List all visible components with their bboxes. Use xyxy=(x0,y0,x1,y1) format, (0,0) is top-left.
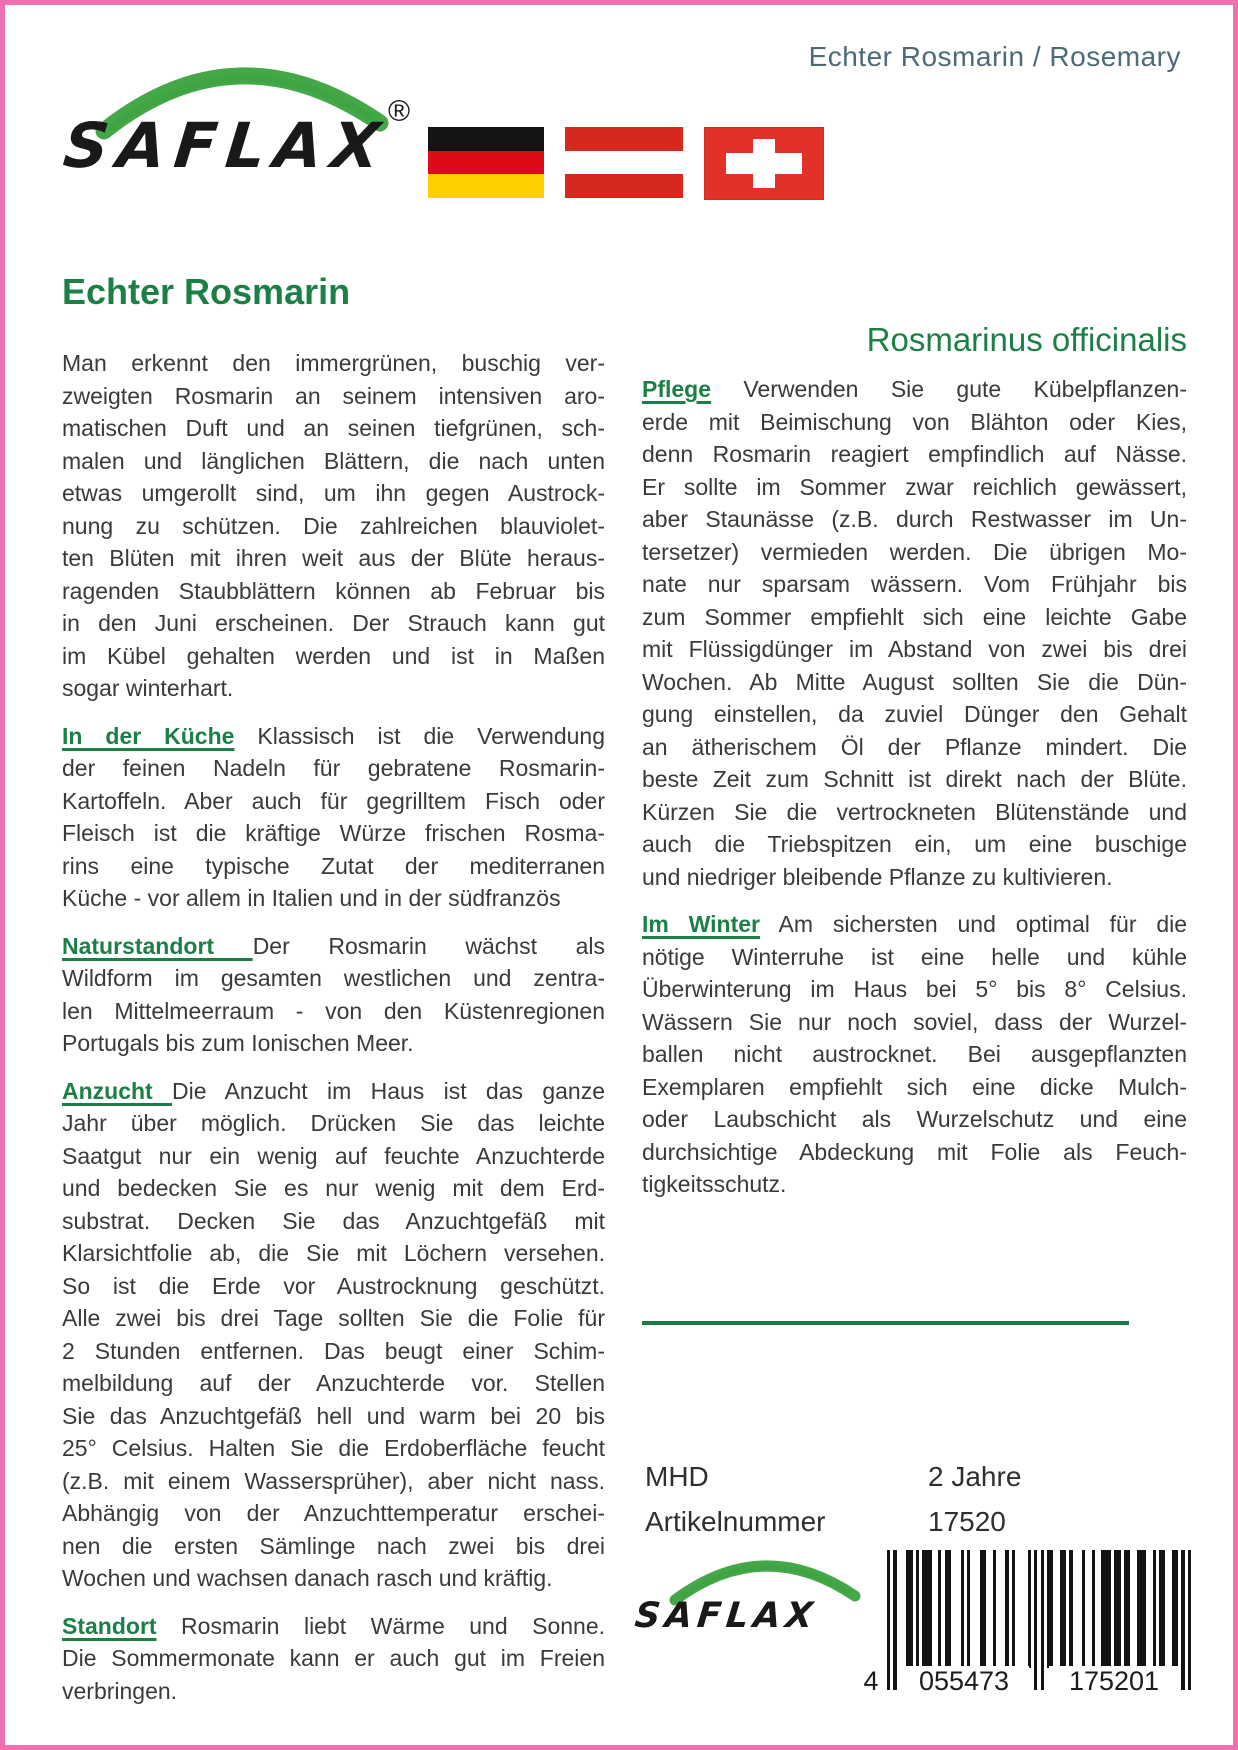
text-section xyxy=(62,1075,605,1595)
text-line: Wildform im gesamten westlichen und zentra- xyxy=(62,965,605,991)
text-line: Kürzen Sie die vertrockneten Blütenstände und xyxy=(642,798,1187,825)
text-line: len Mittelmeerraum - von den Küstenregionen xyxy=(62,997,605,1024)
barcode-bar xyxy=(961,1550,964,1668)
barcode-digit-group: 4 xyxy=(859,1666,883,1697)
text-line: Überwinterung im Haus bei 5° bis 8° Celsius. xyxy=(642,976,1187,1002)
text-line: in den Juni erscheinen. Der Strauch kann gut xyxy=(62,610,605,636)
text-section xyxy=(62,1610,605,1708)
barcode-bar xyxy=(1092,1550,1095,1668)
barcode-bar xyxy=(1041,1550,1044,1690)
text-line: Wochen und wachsen danach rasch und kräftig. xyxy=(62,1565,553,1591)
text-line: erde mit Beimischung von Blähton oder Kies, xyxy=(642,408,1187,435)
product-info xyxy=(645,1461,1190,1551)
brand-wordmark: SAFLAX xyxy=(632,1596,820,1636)
barcode-bar xyxy=(909,1550,912,1668)
barcode-digit-group: 055473 xyxy=(899,1666,1029,1697)
barcode-bar xyxy=(929,1550,932,1668)
ean-barcode xyxy=(863,1550,1191,1700)
text-line: und bedecken Sie es nur wenig mit dem Erd- xyxy=(62,1175,605,1201)
text-section xyxy=(62,347,605,705)
section-heading: Im Winter xyxy=(642,911,761,937)
text-line: und niedriger bleibende Pflanze zu kultivieren. xyxy=(642,863,1113,890)
text-line: Abhängig von der Anzuchttemperatur erschei- xyxy=(62,1500,605,1526)
barcode-bar xyxy=(1188,1550,1191,1690)
botanical-name: Rosmarinus officinalis xyxy=(866,321,1187,358)
page-title: Echter Rosmarin / Rosemary xyxy=(808,41,1181,72)
text-line: ragenden Staubblättern können ab Februar bis xyxy=(62,577,605,604)
text-line: Alle zwei bis drei Tage sollten Sie die Folie für xyxy=(62,1305,605,1331)
barcode-bar xyxy=(967,1550,970,1668)
article-number-value: 17520 xyxy=(928,1506,1006,1537)
text-line: im Kübel gehalten werden und ist in Maßen xyxy=(62,642,605,669)
germany-flag-icon xyxy=(428,127,544,198)
text-line: verbringen. xyxy=(62,1677,178,1704)
text-line: an ätherischem Öl der Pflanze mindert. Die xyxy=(642,733,1187,760)
text-line: rins eine typische Zutat der mediterranen xyxy=(62,852,605,879)
text-line: der feinen Nadeln für gebratene Rosmarin- xyxy=(62,755,605,781)
text-line: nate nur sparsam wässern. Vom Frühjahr bis xyxy=(642,571,1187,597)
barcode-digit-group: 175201 xyxy=(1049,1666,1179,1697)
right-column xyxy=(642,321,1187,1216)
left-column-text xyxy=(62,347,605,1707)
barcode-bar xyxy=(1162,1550,1165,1668)
barcode-bar xyxy=(1127,1550,1130,1668)
text-line: Kartoffeln. Aber auch für gegrilltem Fisch oder xyxy=(62,787,605,814)
text-line: Küche - vor allem in Italien und in der südfranzös xyxy=(62,885,561,911)
text-line: Wochen. Ab Mitte August sollten Sie die Dün- xyxy=(642,668,1187,695)
text-line: tersetzer) vermieden werden. Die übrigen Mo- xyxy=(642,538,1187,565)
section-heading: In der Küche xyxy=(62,722,235,749)
text-line: 25° Celsius. Halten Sie die Erdoberfläche feucht xyxy=(62,1435,605,1461)
text-line: Klarsichtfolie ab, die Sie mit Löchern versehen. xyxy=(62,1240,605,1266)
barcode-bar xyxy=(887,1550,890,1690)
text-line: malen und länglichen Blättern, die nach unten xyxy=(62,447,605,474)
text-line: (z.B. mit einem Wassersprüher), aber nicht nass. xyxy=(62,1467,605,1494)
text-line: Er sollte im Sommer zwar reichlich gewässert, xyxy=(642,473,1187,500)
text-line: Jahr über möglich. Drücken Sie das leichte xyxy=(62,1110,605,1136)
section-heading: Standort xyxy=(62,1612,157,1639)
barcode-bar xyxy=(1175,1550,1178,1668)
text-line: nen die ersten Sämlinge nach zwei bis drei xyxy=(62,1532,605,1559)
text-line: zweigten Rosmarin an seinem intensiven aro- xyxy=(62,382,605,409)
text-line: nötige Winterruhe ist eine helle und kühle xyxy=(642,943,1187,970)
divider-rule xyxy=(642,1321,1129,1325)
text-line: aber Staunässe (z.B. durch Restwasser im Un- xyxy=(642,506,1187,532)
text-line: Fleisch ist die kräftige Würze frischen Rosma- xyxy=(62,820,605,846)
text-line: melbildung auf der Anzuchterde vor. Stellen xyxy=(62,1370,605,1396)
text-line: Anzucht Die Anzucht im Haus ist das ganze xyxy=(62,1077,605,1104)
flag-stripe xyxy=(565,151,683,175)
text-line: sogar winterhart. xyxy=(62,675,234,701)
text-line: denn Rosmarin reagiert empfindlich auf Nässe. xyxy=(642,441,1187,467)
text-line: zum Sommer empfiehlt sich eine leichte Gabe xyxy=(642,603,1187,630)
text-line: gung einstellen, da zuviel Dünger den Gehalt xyxy=(642,701,1187,727)
barcode-bar xyxy=(916,1550,919,1668)
flag-stripe xyxy=(428,174,544,198)
product-title: Echter Rosmarin xyxy=(62,271,351,312)
barcode-bar xyxy=(983,1550,986,1668)
text-line: ballen nicht austrocknet. Bei ausgepflanzten xyxy=(642,1041,1187,1067)
barcode-bar xyxy=(1050,1550,1053,1668)
mhd-label: MHD xyxy=(645,1461,709,1492)
swiss-cross xyxy=(726,153,803,175)
text-line: So ist die Erde vor Austrocknung geschützt. xyxy=(62,1272,605,1299)
text-line: Sie das Anzuchtgefäß hell und warm bei 20 bis xyxy=(62,1402,605,1429)
barcode-bar xyxy=(1069,1550,1072,1668)
barcode-bar xyxy=(893,1550,896,1690)
text-section xyxy=(642,373,1187,893)
text-section xyxy=(642,908,1187,1201)
text-line: Standort Rosmarin liebt Wärme und Sonne. xyxy=(62,1612,605,1639)
text-line: beste Zeit zum Schnitt ist direkt nach der Blüte. xyxy=(642,766,1187,792)
section-heading: Anzucht xyxy=(62,1077,173,1104)
barcode-bar xyxy=(1028,1550,1031,1668)
barcode-bar xyxy=(1034,1550,1037,1690)
mhd-row xyxy=(645,1461,1190,1506)
barcode-bar xyxy=(1005,1550,1008,1668)
text-line: ten Blüten mit ihren weit aus der Blüte heraus- xyxy=(62,545,605,571)
barcode-bar xyxy=(938,1550,941,1668)
barcode-bar xyxy=(1143,1550,1146,1668)
text-line: Pflege Verwenden Sie gute Kübelpflanzen- xyxy=(642,376,1187,402)
barcode-bar xyxy=(1063,1550,1066,1668)
barcode-bar xyxy=(1082,1550,1085,1668)
saflax-logo-small xyxy=(632,1548,865,1658)
section-heading: Naturstandort xyxy=(62,932,253,959)
text-section xyxy=(62,720,605,915)
text-line: auch die Triebspitzen ein, um eine buschige xyxy=(642,831,1187,857)
article-number-row xyxy=(645,1506,1190,1551)
flag-stripe xyxy=(428,127,544,151)
left-column xyxy=(62,271,605,1722)
article-number-label: Artikelnummer xyxy=(645,1506,826,1537)
austria-flag-icon xyxy=(565,127,683,198)
barcode-bar xyxy=(1181,1550,1184,1690)
barcode-bar xyxy=(948,1550,951,1668)
barcode-bar xyxy=(1117,1550,1120,1668)
text-line: etwas umgerollt sind, um ihn gegen Austrock- xyxy=(62,480,605,506)
text-line: nung zu schützen. Die zahlreichen blauviolet- xyxy=(62,512,605,539)
text-line: mit Flüssigdünger im Abstand von zwei bis drei xyxy=(642,636,1187,662)
text-line: Naturstandort Der Rosmarin wächst als xyxy=(62,932,605,959)
barcode-bar xyxy=(1012,1550,1015,1668)
text-line: Portugals bis zum Ionischen Meer. xyxy=(62,1030,414,1056)
text-line: durchsichtige Abdeckung mit Folie als Feuch- xyxy=(642,1138,1187,1165)
flag-stripe xyxy=(565,127,683,151)
text-line: tigkeitsschutz. xyxy=(642,1171,787,1197)
mhd-value: 2 Jahre xyxy=(928,1461,1022,1492)
flag-stripe xyxy=(428,151,544,175)
text-line: In der Küche Klassisch ist die Verwendung xyxy=(62,722,606,749)
barcode-bar xyxy=(993,1550,996,1668)
text-line: Exemplaren empfiehlt sich eine dicke Mulch- xyxy=(642,1073,1187,1100)
text-line: Im Winter Am sichersten und optimal für die xyxy=(642,911,1188,937)
text-line: Wässern Sie nur noch soviel, dass der Wurzel- xyxy=(642,1008,1187,1035)
registered-trademark-icon: ® xyxy=(388,95,411,128)
text-line: substrat. Decken Sie das Anzuchtgefäß mit xyxy=(62,1207,605,1234)
section-heading: Pflege xyxy=(642,376,712,402)
text-line: Saatgut nur ein wenig auf feuchte Anzuchterde xyxy=(62,1142,605,1169)
flag-stripe xyxy=(565,174,683,198)
barcode-bar xyxy=(1153,1550,1156,1668)
saflax-logo xyxy=(62,43,422,213)
right-column-text xyxy=(642,373,1187,1201)
text-line: 2 Stunden entfernen. Das beugt einer Schim- xyxy=(62,1337,605,1364)
switzerland-flag-icon xyxy=(704,127,824,200)
text-section xyxy=(62,930,605,1060)
text-line: matischen Duft und an seinen tiefgrünen, sch- xyxy=(62,415,605,441)
text-line: oder Laubschicht als Wurzelschutz und eine xyxy=(642,1106,1187,1132)
brand-wordmark: SAFLAX xyxy=(60,109,393,182)
text-line: Die Sommermonate kann er auch gut im Freien xyxy=(62,1645,605,1671)
barcode-bar xyxy=(1108,1550,1111,1668)
text-line: Man erkennt den immergrünen, buschig ver- xyxy=(62,350,605,376)
